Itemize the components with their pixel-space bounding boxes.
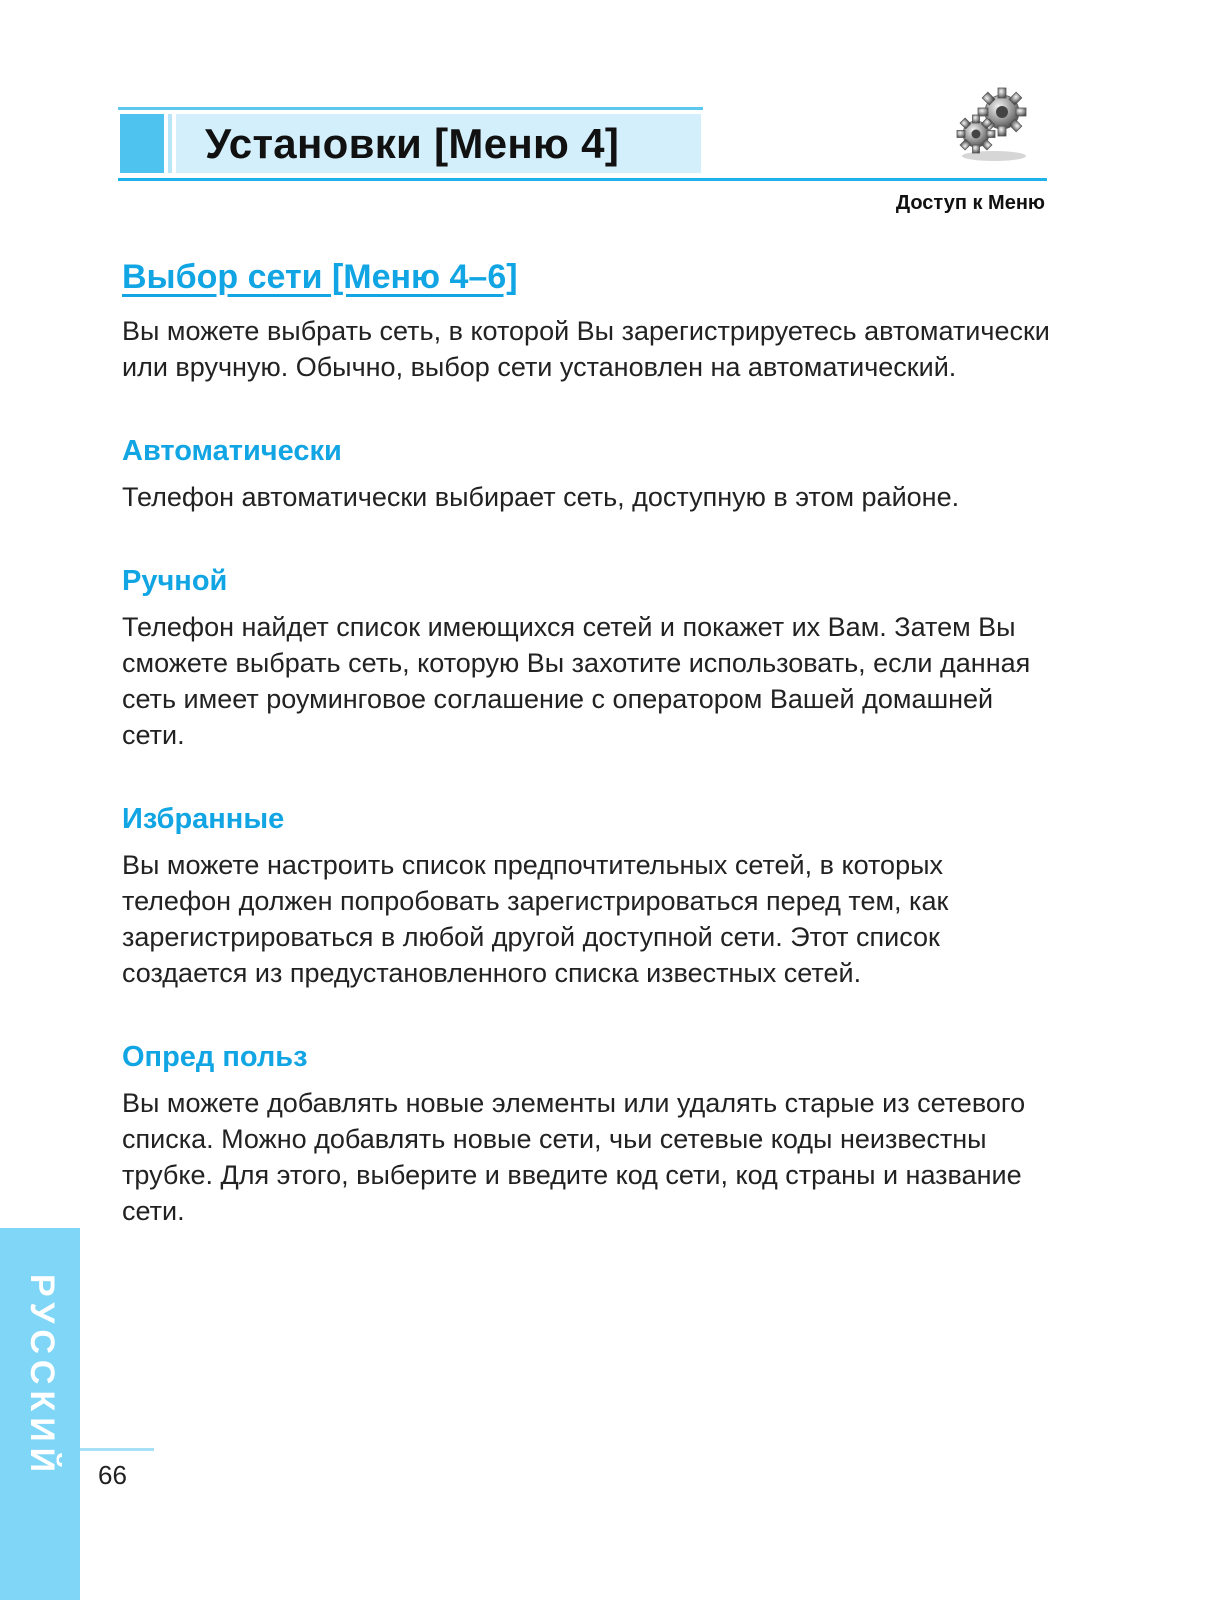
- gears-icon: [952, 84, 1032, 164]
- header-accent-strip: [168, 114, 172, 173]
- item-text-manual: Телефон найдет список имеющихся сетей и покажет их Вам. Затем Вы сможете выбрать сеть, которую Вы захотите использовать, если данная сеть имеет роуминговое соглашение с оператором Вашей домашней сети.: [122, 612, 1031, 750]
- header-rule-top: [118, 107, 703, 110]
- page-number-rule: [80, 1448, 154, 1451]
- header-rule-bottom: [118, 178, 1047, 181]
- item-heading-manual: Ручной: [122, 565, 228, 597]
- item-text-user-defined: Вы можете добавлять новые элементы или удалять старые из сетевого списка. Можно добавлять новые сети, чьи сетевые коды неизвестны трубке. Для этого, выберите и введите код сети, код страны и название сети.: [122, 1088, 1026, 1226]
- language-side-label: РУССКИЙ: [23, 1274, 61, 1479]
- page-title: Установки [Меню 4]: [205, 120, 620, 167]
- content: [122, 255, 1052, 1229]
- header-accent-square: [120, 114, 164, 173]
- item-heading-preferred: Избранные: [122, 803, 285, 835]
- item-text-preferred: Вы можете настроить список предпочтительных сетей, в которых телефон должен попробовать зарегистрироваться перед тем, как зарегистрироваться в любой другой доступной сети. Этот список создается из предустановленного списка известных сетей.: [122, 850, 949, 988]
- item-text-auto: Телефон автоматически выбирает сеть, доступную в этом районе.: [122, 482, 960, 512]
- item-heading-auto: Автоматически: [122, 435, 342, 467]
- section-intro: Вы можете выбрать сеть, в которой Вы зарегистрируетесь автоматически или вручную. Обычно, выбор сети установлен на автоматический.: [122, 316, 1050, 382]
- menu-access-label: Доступ к Меню: [895, 192, 1045, 214]
- item-heading-user-defined: Опред польз: [122, 1041, 308, 1073]
- page-number: 66: [98, 1460, 127, 1490]
- section-title: Выбор сети [Меню 4–6]: [122, 258, 518, 296]
